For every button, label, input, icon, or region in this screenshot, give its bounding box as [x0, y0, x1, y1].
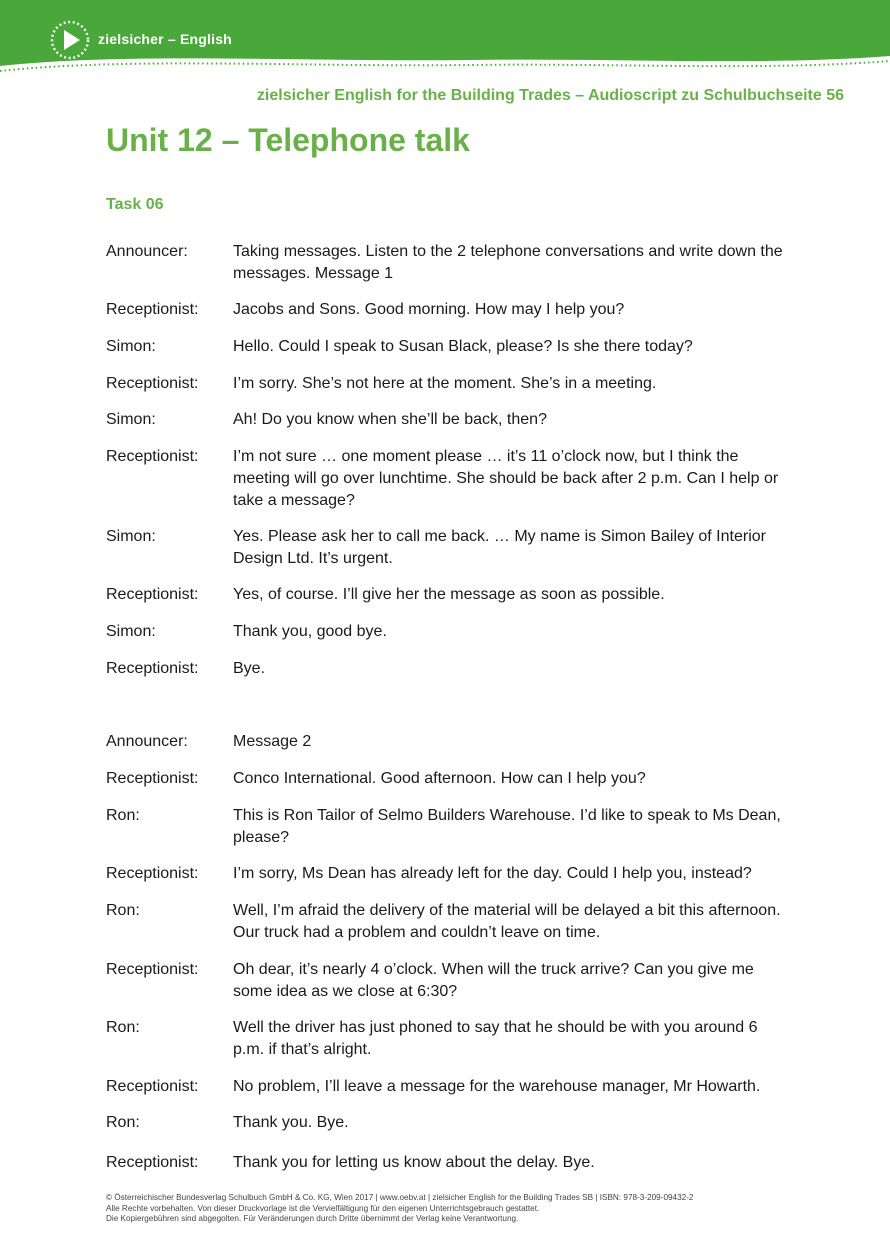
dialogue-text: I’m sorry. She’s not here at the moment. She’s in a meeting.	[233, 375, 657, 392]
dialogue-text: This is Ron Tailor of Selmo Builders Warehouse. I’d like to speak to Ms Dean, please?	[233, 807, 781, 846]
speaker-name: Ron:	[106, 902, 140, 919]
speaker-name: Ron:	[106, 1019, 140, 1036]
speaker-name: Receptionist:	[106, 448, 199, 465]
speaker-name: Simon:	[106, 623, 156, 640]
speaker-name: Receptionist:	[106, 770, 199, 787]
speaker-name: Ron:	[106, 807, 140, 824]
dialogue-text: Jacobs and Sons. Good morning. How may I help you?	[233, 301, 625, 318]
speaker-name: Simon:	[106, 338, 156, 355]
copyright-footer	[106, 1193, 694, 1225]
dialogue-text: Well the driver has just phoned to say that he should be with you around 6 p.m. if that’s alright.	[233, 1019, 758, 1058]
speaker-name: Receptionist:	[106, 1078, 199, 1095]
dialogue-text: I’m sorry, Ms Dean has already left for the day. Could I help you, instead?	[233, 865, 752, 882]
dialogue-text: Thank you for letting us know about the delay. Bye.	[233, 1154, 595, 1171]
dialogue-text: Oh dear, it’s nearly 4 o’clock. When will the truck arrive? Can you give me some idea as we close at 6:30?	[233, 961, 754, 1000]
dialogue-text: Ah! Do you know when she’ll be back, then?	[233, 411, 547, 428]
footer-line: © Österreichischer Bundesverlag Schulbuch GmbH & Co. KG, Wien 2017 | www.oebv.at | zielsicher English for the Building Trades SB | ISBN: 978-3-209-09432-2	[106, 1193, 694, 1202]
speaker-name: Receptionist:	[106, 1154, 199, 1171]
dialogue-text: No problem, I’ll leave a message for the warehouse manager, Mr Howarth.	[233, 1078, 761, 1095]
dialogue-text: I’m not sure … one moment please … it’s 11 o’clock now, but I think the meeting will go over lunchtime. She should be back after 2 p.m. Can I help or take a message?	[233, 448, 779, 509]
footer-line: Alle Rechte vorbehalten. Von dieser Druckvorlage ist die Vervielfältigung für den eigenen Unterrichtsgebrauch gestattet.	[106, 1203, 540, 1213]
speaker-name: Receptionist:	[106, 375, 199, 392]
speaker-name: Receptionist:	[106, 301, 199, 318]
dialogue-text: Thank you, good bye.	[233, 623, 387, 640]
speaker-name: Receptionist:	[106, 961, 199, 978]
speaker-name: Ron:	[106, 1114, 140, 1131]
speaker-name: Receptionist:	[106, 586, 199, 603]
speaker-name: Announcer:	[106, 733, 188, 750]
dialogue-text: Hello. Could I speak to Susan Black, please? Is she there today?	[233, 338, 693, 355]
speaker-name: Simon:	[106, 528, 156, 545]
dialogue-text: Yes, of course. I’ll give her the message as soon as possible.	[233, 586, 665, 603]
speaker-name: Announcer:	[106, 243, 188, 260]
speaker-name: Simon:	[106, 411, 156, 428]
dialogue-text: Taking messages. Listen to the 2 telephone conversations and write down the messages. Message 1	[233, 243, 783, 282]
speaker-name: Receptionist:	[106, 865, 199, 882]
footer-line: Die Kopiergebühren sind abgegolten. Für Veränderungen durch Dritte übernimmt der Verlag keine Verantwortung.	[106, 1214, 519, 1223]
dialogue-text: Thank you. Bye.	[233, 1114, 349, 1131]
dialogue-text: Conco International. Good afternoon. How can I help you?	[233, 770, 646, 787]
dialogue-text: Message 2	[233, 733, 312, 750]
dialogue-text: Bye.	[233, 660, 266, 677]
document-subtitle: zielsicher English for the Building Trades – Audioscript zu Schulbuchseite 56	[256, 87, 844, 104]
brand-name: zielsicher – English	[98, 31, 232, 47]
speaker-name: Receptionist:	[106, 660, 199, 677]
dialogue-text: Yes. Please ask her to call me back. … My name is Simon Bailey of Interior Design Ltd. It’s urgent.	[233, 528, 766, 567]
dialogue-text: Well, I’m afraid the delivery of the material will be delayed a bit this afternoon. Our truck had a problem and couldn’t leave on time.	[233, 902, 781, 941]
task-label: Task 06	[106, 196, 164, 213]
page-title: Unit 12 – Telephone talk	[106, 122, 470, 158]
